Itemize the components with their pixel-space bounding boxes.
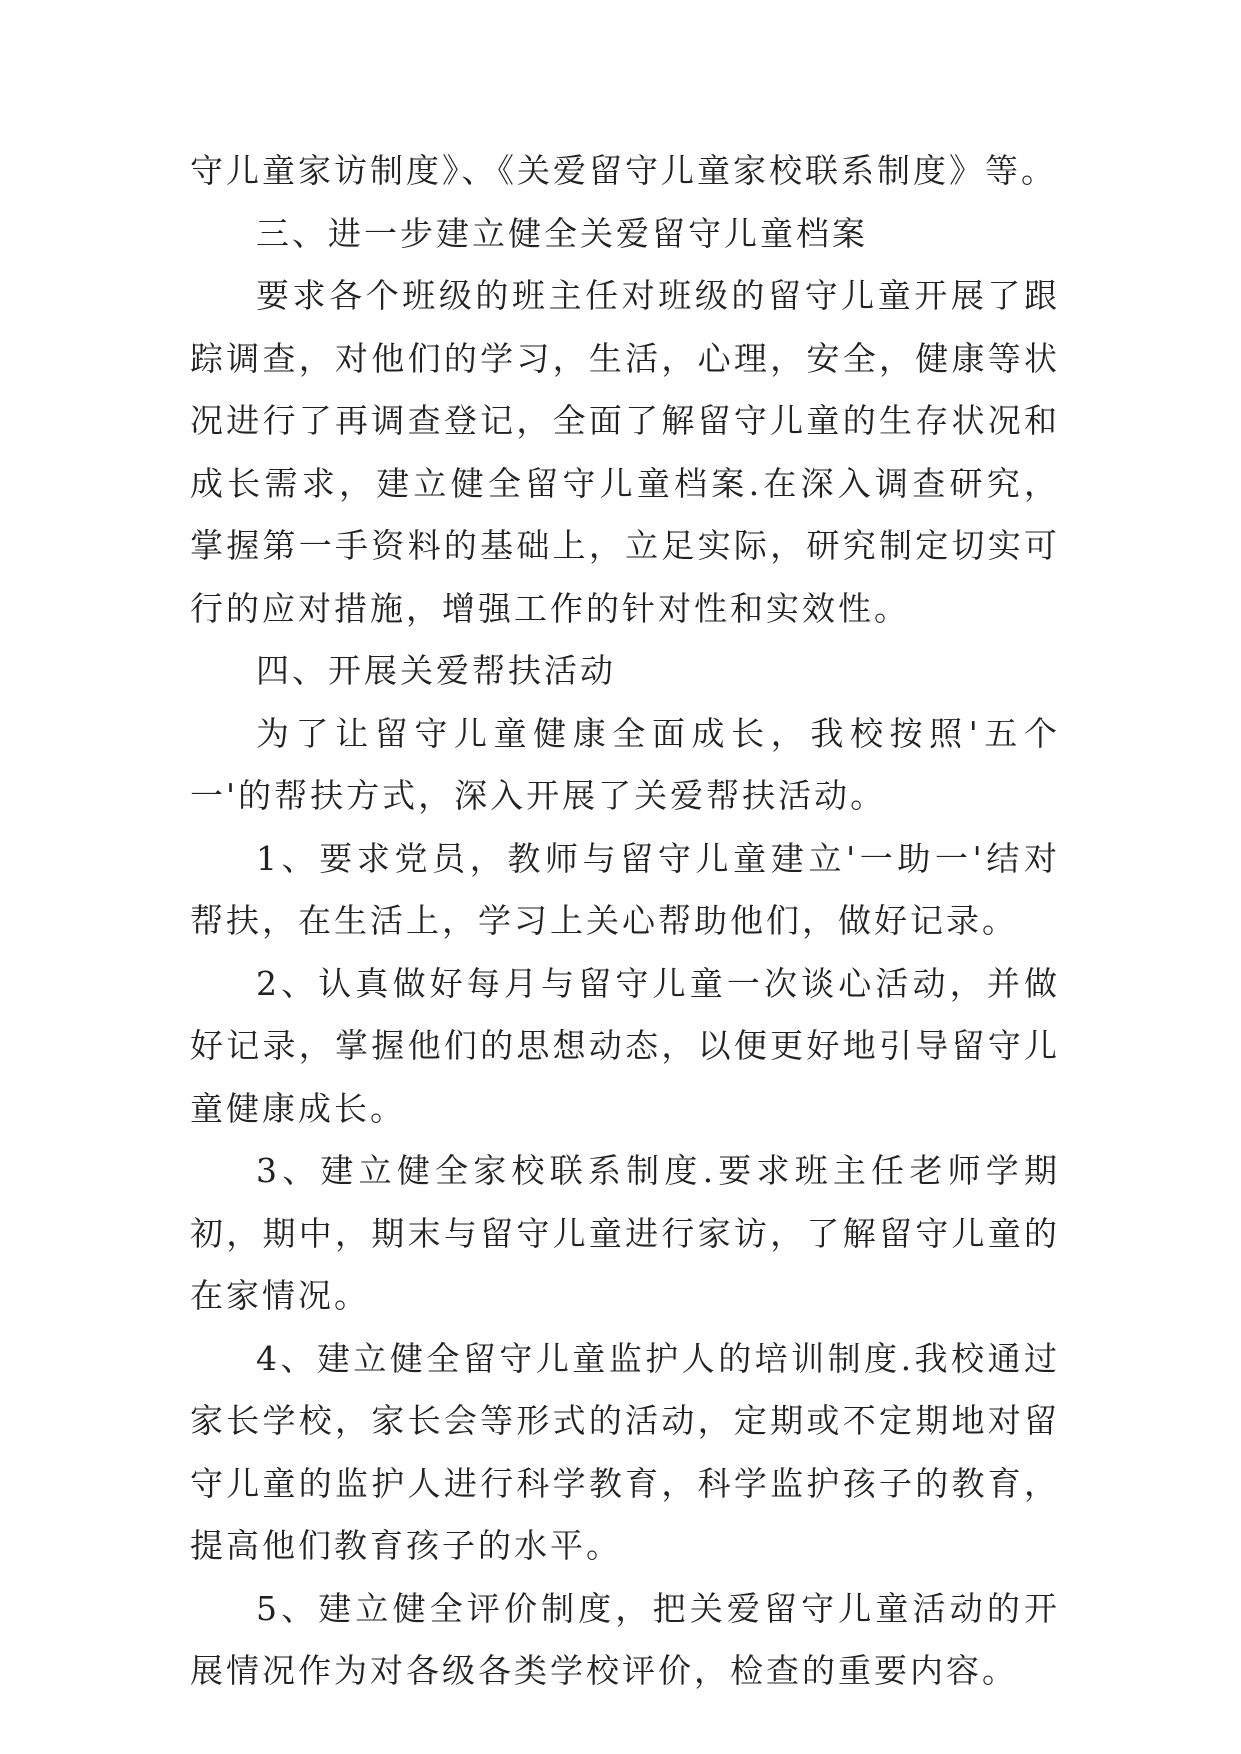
paragraph-archive: 要求各个班级的班主任对班级的留守儿童开展了跟踪调查，对他们的学习，生活，心理，安全，健康等状况进行了再调查登记，全面了解留守儿童的生存状况和成长需求，建立健全留守儿童档案.在深入调查研究，掌握第一手资料的基础上，立足实际，研究制定切实可行的应对措施，增强工作的针对性和实效性。 (190, 276, 1060, 628)
list-item-5: 5、建立健全评价制度，把关爱留守儿童活动的开展情况作为对各级各类学校评价，检查的重要内容。 (190, 1588, 1060, 1690)
list-item-2: 2、认真做好每月与留守儿童一次谈心活动，并做好记录，掌握他们的思想动态，以便更好地引导留守儿童健康成长。 (190, 963, 1060, 1128)
list-item-4: 4、建立健全留守儿童监护人的培训制度.我校通过家长学校，家长会等形式的活动，定期或不定期地对留守儿童的监护人进行科学教育，科学监护孩子的教育，提高他们教育孩子的水平。 (190, 1338, 1060, 1565)
list-item-1: 1、要求党员，教师与留守儿童建立'一助一'结对帮扶，在生活上，学习上关心帮助他们，做好记录。 (190, 838, 1060, 940)
paragraph-continuation: 守儿童家访制度》、《关爱留守儿童家校联系制度》等。 (190, 151, 1057, 190)
document-body (190, 140, 1060, 1703)
paragraph-activities-intro: 为了让留守儿童健康全面成长，我校按照'五个一'的帮扶方式，深入开展了关爱帮扶活动。 (190, 713, 1060, 815)
section-heading-activities: 四、开展关爱帮扶活动 (256, 651, 616, 690)
section-heading-archive: 三、进一步建立健全关爱留守儿童档案 (256, 213, 868, 253)
list-item-3: 3、建立健全家校联系制度.要求班主任老师学期初，期中，期末与留守儿童进行家访，了解留守儿童的在家情况。 (190, 1151, 1060, 1315)
